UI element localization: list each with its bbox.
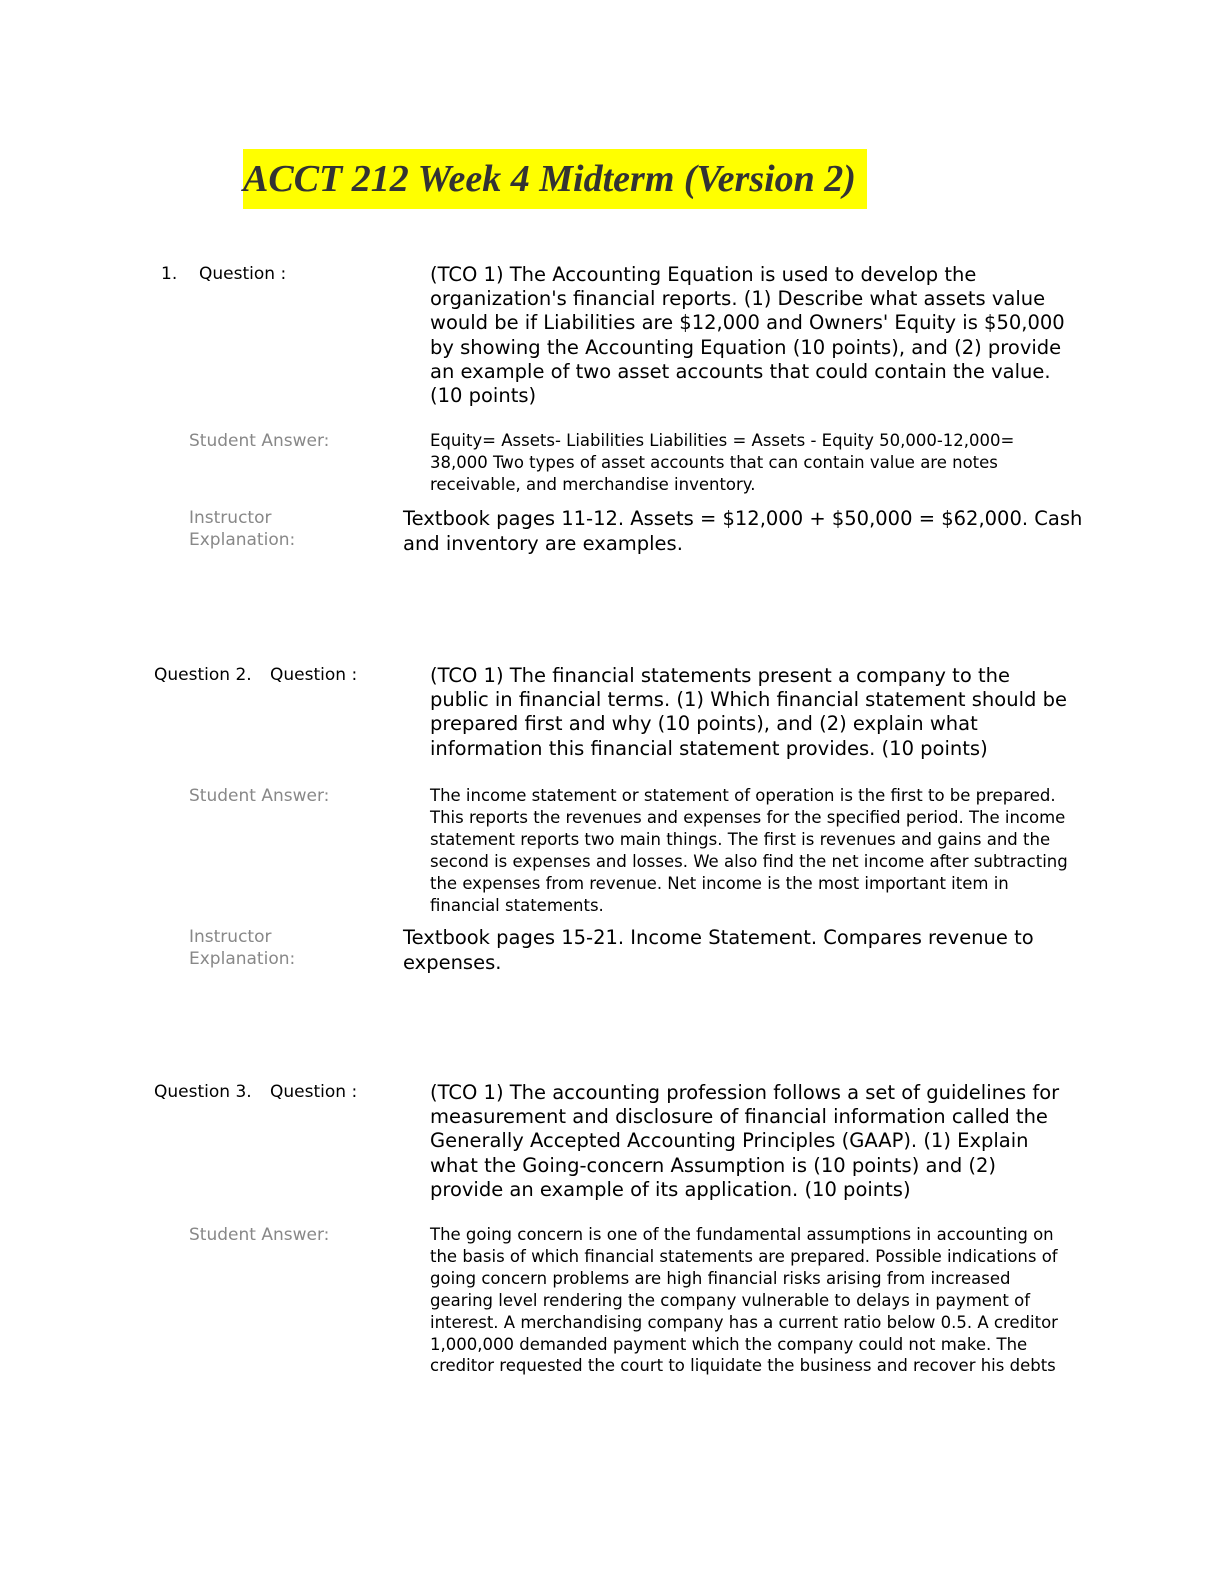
- student-answer-label: Student Answer:: [189, 1225, 330, 1245]
- document-title: ACCT 212 Week 4 Midterm (Version 2): [243, 149, 867, 209]
- instructor-explanation-text: Textbook pages 15-21. Income Statement. Compares revenue to expenses.: [403, 926, 1034, 974]
- question-number: Question 3.: [154, 1082, 252, 1102]
- question-text: (TCO 1) The Accounting Equation is used to develop the organization's financial reports. (1) Describe what assets value would be if Liabilities are $12,000 and Owners' Equity is $50,000 by showing the Accounting Equation (10 points), and (2) provide an example of two asset accounts that could contain the value. (10 points): [430, 263, 1065, 408]
- student-answer-label: Student Answer:: [189, 431, 330, 451]
- instructor-explanation-label: Instructor Explanation:: [189, 508, 296, 550]
- instructor-explanation-label: Instructor Explanation:: [189, 927, 296, 969]
- student-answer-label: Student Answer:: [189, 786, 330, 806]
- question-label: Question :: [199, 264, 287, 284]
- question-text: (TCO 1) The accounting profession follows a set of guidelines for measurement and disclosure of financial information called the Generally Accepted Accounting Principles (GAAP). (1) Explain what the Going-concern Assumption is (10 points) and (2) provide an example of its application. (10 points): [430, 1081, 1060, 1201]
- instructor-explanation-text: Textbook pages 11-12. Assets = $12,000 + $50,000 = $62,000. Cash and inventory are examples.: [403, 507, 1083, 555]
- question-text: (TCO 1) The financial statements present a company to the public in financial terms. (1) Which financial statement should be prepared first and why (10 points), and (2) explain what information this financial statement provides. (10 points): [430, 664, 1067, 760]
- question-label: Question :: [270, 665, 358, 685]
- student-answer-text: The income statement or statement of operation is the first to be prepared. This reports the revenues and expenses for the specified period. The income statement reports two main things. The first is revenues and gains and the second is expenses and losses. We also find the net income after subtracting the expenses from revenue. Net income is the most important item in financial statements.: [430, 786, 1068, 915]
- question-number: 1.: [161, 264, 178, 284]
- question-number: Question 2.: [154, 665, 252, 685]
- student-answer-text: Equity= Assets- Liabilities Liabilities = Assets - Equity 50,000-12,000= 38,000 Two types of asset accounts that can contain value are notes receivable, and merchandise inventory.: [430, 431, 1015, 494]
- student-answer-text: The going concern is one of the fundamental assumptions in accounting on the basis of which financial statements are prepared. Possible indications of going concern problems are high financial risks arising from increased gearing level rendering the company vulnerable to delays in payment of interest. A merchandising company has a current ratio below 0.5. A creditor 1,000,000 demanded payment which the company could not make. The creditor requested the court to liquidate the business and recover his debts: [430, 1225, 1058, 1376]
- question-label: Question :: [270, 1082, 358, 1102]
